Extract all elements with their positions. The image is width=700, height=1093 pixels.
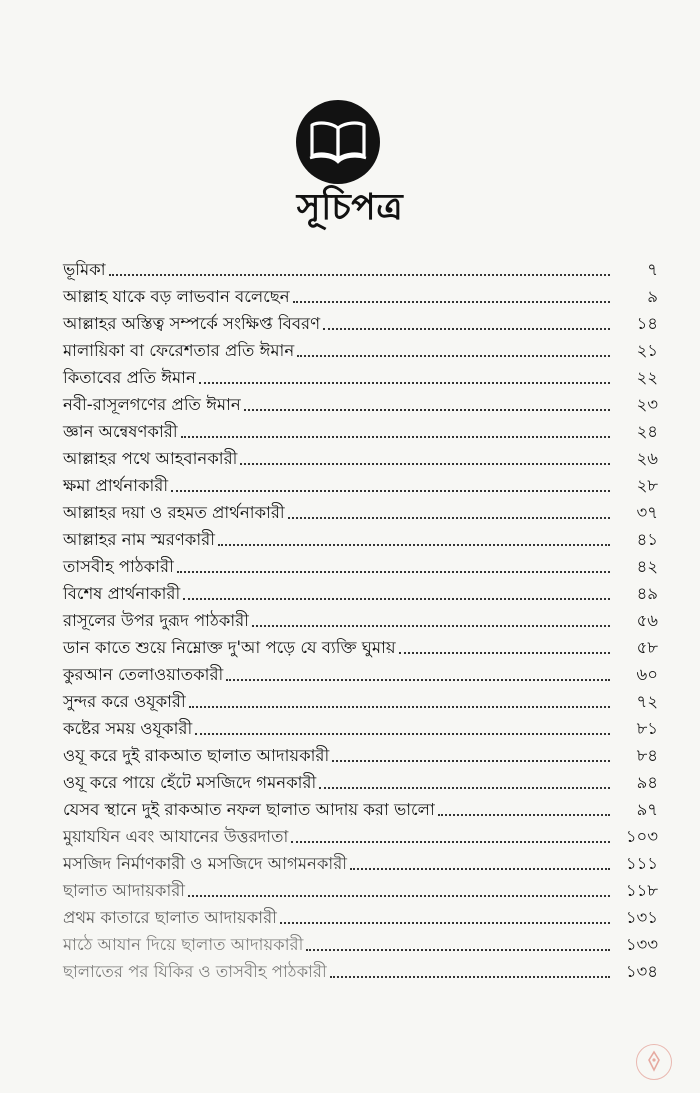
toc-entry: [63, 767, 658, 794]
toc-entry-page-number: ৭: [647, 260, 658, 279]
toc-entry-title: যেসব স্থানে দুই রাকআত নফল ছালাত আদায় করা ভালো: [63, 800, 435, 819]
toc-entry-title: মুয়াযযিন এবং আযানের উত্তরদাতা: [63, 827, 289, 846]
toc-entry: [63, 443, 658, 470]
table-of-contents: [63, 254, 658, 983]
toc-entry: [63, 740, 658, 767]
toc-dot-leader: [240, 463, 610, 465]
toc-entry-page-number: ৫৮: [636, 638, 658, 657]
toc-entry: [63, 389, 658, 416]
toc-dot-leader: [226, 679, 610, 681]
toc-entry-title: জ্ঞান অন্বেষণকারী: [63, 422, 178, 441]
toc-entry-title: তাসবীহ পাঠকারী: [63, 557, 174, 576]
toc-entry: [63, 821, 658, 848]
toc-entry-title: ছালাতের পর যিকির ও তাসবীহ পাঠকারী: [63, 962, 327, 981]
book-emblem: [296, 100, 380, 184]
toc-dot-leader: [293, 301, 610, 303]
toc-dot-leader: [330, 976, 610, 978]
toc-entry-title: আল্লাহর পথে আহবানকারী: [63, 449, 238, 468]
toc-dot-leader: [109, 274, 610, 276]
toc-entry-title: কষ্টের সময় ওযূকারী: [63, 719, 193, 738]
toc-entry: [63, 416, 658, 443]
toc-entry: [63, 497, 658, 524]
toc-dot-leader: [183, 598, 610, 600]
toc-entry-page-number: ১০৩: [625, 827, 658, 846]
toc-dot-leader: [199, 382, 610, 384]
toc-entry: [63, 713, 658, 740]
toc-dot-leader: [218, 544, 610, 546]
toc-dot-leader: [350, 868, 610, 870]
toc-entry-title: মালায়িকা বা ফেরেশতার প্রতি ঈমান: [63, 341, 295, 360]
toc-entry-page-number: ২৪: [636, 422, 658, 441]
open-book-icon: [308, 118, 368, 166]
toc-entry-title: বিশেষ প্রার্থনাকারী: [63, 584, 181, 603]
toc-entry-page-number: ৯: [647, 287, 658, 306]
toc-dot-leader: [319, 787, 610, 789]
toc-entry-title: ক্ষমা প্রার্থনাকারী: [63, 476, 169, 495]
toc-dot-leader: [252, 625, 610, 627]
toc-dot-leader: [438, 814, 610, 816]
toc-entry-page-number: ১১৮: [625, 881, 658, 900]
toc-entry: [63, 929, 658, 956]
toc-entry: [63, 254, 658, 281]
toc-entry-page-number: ৪৯: [636, 584, 658, 603]
toc-entry-page-number: ২২: [636, 368, 658, 387]
toc-dot-leader: [280, 922, 610, 924]
toc-entry-title: নবী-রাসূলগণের প্রতি ঈমান: [63, 395, 241, 414]
toc-entry-title: মাঠে আযান দিয়ে ছালাত আদায়কারী: [63, 935, 304, 954]
toc-entry: [63, 848, 658, 875]
toc-entry: [63, 362, 658, 389]
toc-entry: [63, 794, 658, 821]
toc-entry-page-number: ২১: [636, 341, 658, 360]
toc-entry-title: সুন্দর করে ওযূকারী: [63, 692, 186, 711]
toc-entry-page-number: ২৮: [636, 476, 658, 495]
toc-entry-title: আল্লাহর দয়া ও রহমত প্রার্থনাকারী: [63, 503, 285, 522]
toc-entry-page-number: ৬০: [636, 665, 658, 684]
toc-dot-leader: [171, 490, 610, 492]
toc-entry-title: আল্লাহ যাকে বড় লাভবান বলেছেন: [63, 287, 290, 306]
toc-entry-title: রাসূলের উপর দুরূদ পাঠকারী: [63, 611, 249, 630]
toc-entry: [63, 956, 658, 983]
toc-entry-title: ছালাত আদায়কারী: [63, 881, 186, 900]
toc-entry-page-number: ১৪: [636, 314, 658, 333]
toc-entry-title: কুরআন তেলাওয়াতকারী: [63, 665, 224, 684]
toc-entry-title: ডান কাতে শুয়ে নিম্নোক্ত দু'আ পড়ে যে ব্যক্তি ঘুমায়: [63, 638, 396, 657]
toc-entry: [63, 659, 658, 686]
toc-entry-page-number: ৫৬: [636, 611, 658, 630]
toc-entry: [63, 875, 658, 902]
toc-entry: [63, 551, 658, 578]
toc-entry: [63, 335, 658, 362]
toc-entry: [63, 308, 658, 335]
toc-entry-page-number: ৩৭: [636, 503, 658, 522]
toc-dot-leader: [332, 760, 610, 762]
toc-entry-title: কিতাবের প্রতি ঈমান: [63, 368, 196, 387]
toc-entry-page-number: ১৩৪: [625, 962, 658, 981]
publisher-stamp: [636, 1044, 672, 1080]
toc-dot-leader: [189, 706, 610, 708]
toc-entry-title: ওযূ করে দুই রাকআত ছালাত আদায়কারী: [63, 746, 330, 765]
toc-entry-page-number: ৭২: [636, 692, 658, 711]
toc-entry-page-number: ১৩১: [625, 908, 658, 927]
toc-entry-page-number: ৯৭: [636, 800, 658, 819]
toc-entry-page-number: ৮৪: [636, 746, 658, 765]
toc-entry-page-number: ৪২: [636, 557, 658, 576]
toc-entry-title: প্রথম কাতারে ছালাত আদায়কারী: [63, 908, 277, 927]
toc-dot-leader: [306, 949, 610, 951]
toc-entry-page-number: ৪১: [636, 530, 658, 549]
toc-entry: [63, 524, 658, 551]
toc-entry: [63, 605, 658, 632]
toc-dot-leader: [177, 571, 610, 573]
toc-dot-leader: [188, 895, 610, 897]
toc-entry: [63, 578, 658, 605]
toc-dot-leader: [195, 733, 610, 735]
toc-entry-page-number: ৯৪: [636, 773, 658, 792]
toc-entry-page-number: ২৩: [636, 395, 658, 414]
toc-dot-leader: [323, 328, 610, 330]
toc-entry-title: আল্লাহর অস্তিত্ব সম্পর্কে সংক্ষিপ্ত বিবরণ: [63, 314, 321, 333]
pen-nib-stamp-icon: [643, 1050, 665, 1072]
toc-entry: [63, 902, 658, 929]
toc-dot-leader: [291, 841, 610, 843]
toc-entry-title: ওযূ করে পায়ে হেঁটে মসজিদে গমনকারী: [63, 773, 317, 792]
toc-entry: [63, 470, 658, 497]
toc-entry: [63, 281, 658, 308]
toc-entry-title: ভূমিকা: [63, 260, 106, 279]
toc-dot-leader: [244, 409, 610, 411]
toc-entry-title: মসজিদ নির্মাণকারী ও মসজিদে আগমনকারী: [63, 854, 347, 873]
toc-entry-page-number: ২৬: [636, 449, 658, 468]
toc-dot-leader: [399, 652, 610, 654]
toc-entry: [63, 686, 658, 713]
toc-entry-page-number: ১১১: [625, 854, 658, 873]
toc-entry: [63, 632, 658, 659]
toc-entry-title: আল্লাহর নাম স্মরণকারী: [63, 530, 215, 549]
page-title: সূচিপত্র: [296, 187, 404, 228]
toc-entry-page-number: ১৩৩: [625, 935, 658, 954]
toc-entry-page-number: ৮১: [636, 719, 658, 738]
toc-dot-leader: [181, 436, 610, 438]
toc-dot-leader: [297, 355, 610, 357]
toc-dot-leader: [288, 517, 610, 519]
